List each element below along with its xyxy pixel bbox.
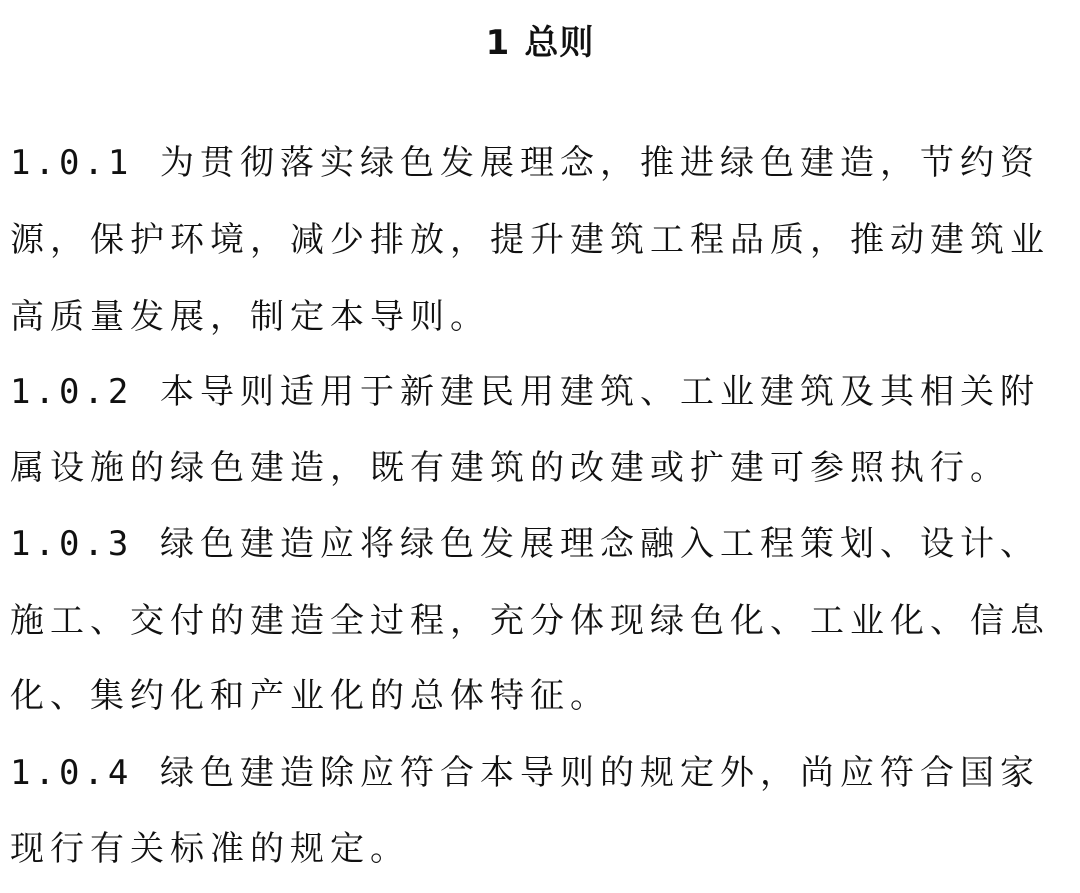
clause-number: 1.0.4 [10,753,133,793]
section-title: 总则 [524,23,595,63]
clause-text: 为贯彻落实绿色发展理念，推进绿色建造，节约资 [160,143,1040,183]
clause-4-line-2 [10,821,1070,877]
section-heading [0,18,1080,68]
clause-text: 绿色建造除应符合本导则的规定外，尚应符合国家 [160,753,1040,793]
clause-3-line-2 [10,593,1070,649]
clause-text: 高质量发展，制定本导则。 [10,297,490,337]
clause-text: 现行有关标准的规定。 [10,829,410,869]
clause-3-line-3 [10,668,1070,724]
clause-number: 1.0.1 [10,143,133,183]
clause-text: 本导则适用于新建民用建筑、工业建筑及其相关附 [160,372,1040,412]
clause-1-line-3 [10,289,1070,345]
clause-text: 施工、交付的建造全过程，充分体现绿色化、工业化、信息 [10,601,1050,641]
clause-2-line-2 [10,440,1070,496]
section-number: 1 [485,23,511,63]
clause-number: 1.0.3 [10,524,133,564]
clause-1-line-1 [10,135,1070,191]
clause-text: 绿色建造应将绿色发展理念融入工程策划、设计、 [160,524,1040,564]
clause-4-line-1 [10,745,1070,801]
clause-2-line-1 [10,364,1070,420]
clause-text: 属设施的绿色建造，既有建筑的改建或扩建可参照执行。 [10,448,1010,488]
clause-number: 1.0.2 [10,372,133,412]
clause-text: 化、集约化和产业化的总体特征。 [10,676,610,716]
clause-3-line-1 [10,516,1070,572]
clause-1-line-2 [10,212,1070,268]
clause-text: 源，保护环境，减少排放，提升建筑工程品质，推动建筑业 [10,220,1050,260]
